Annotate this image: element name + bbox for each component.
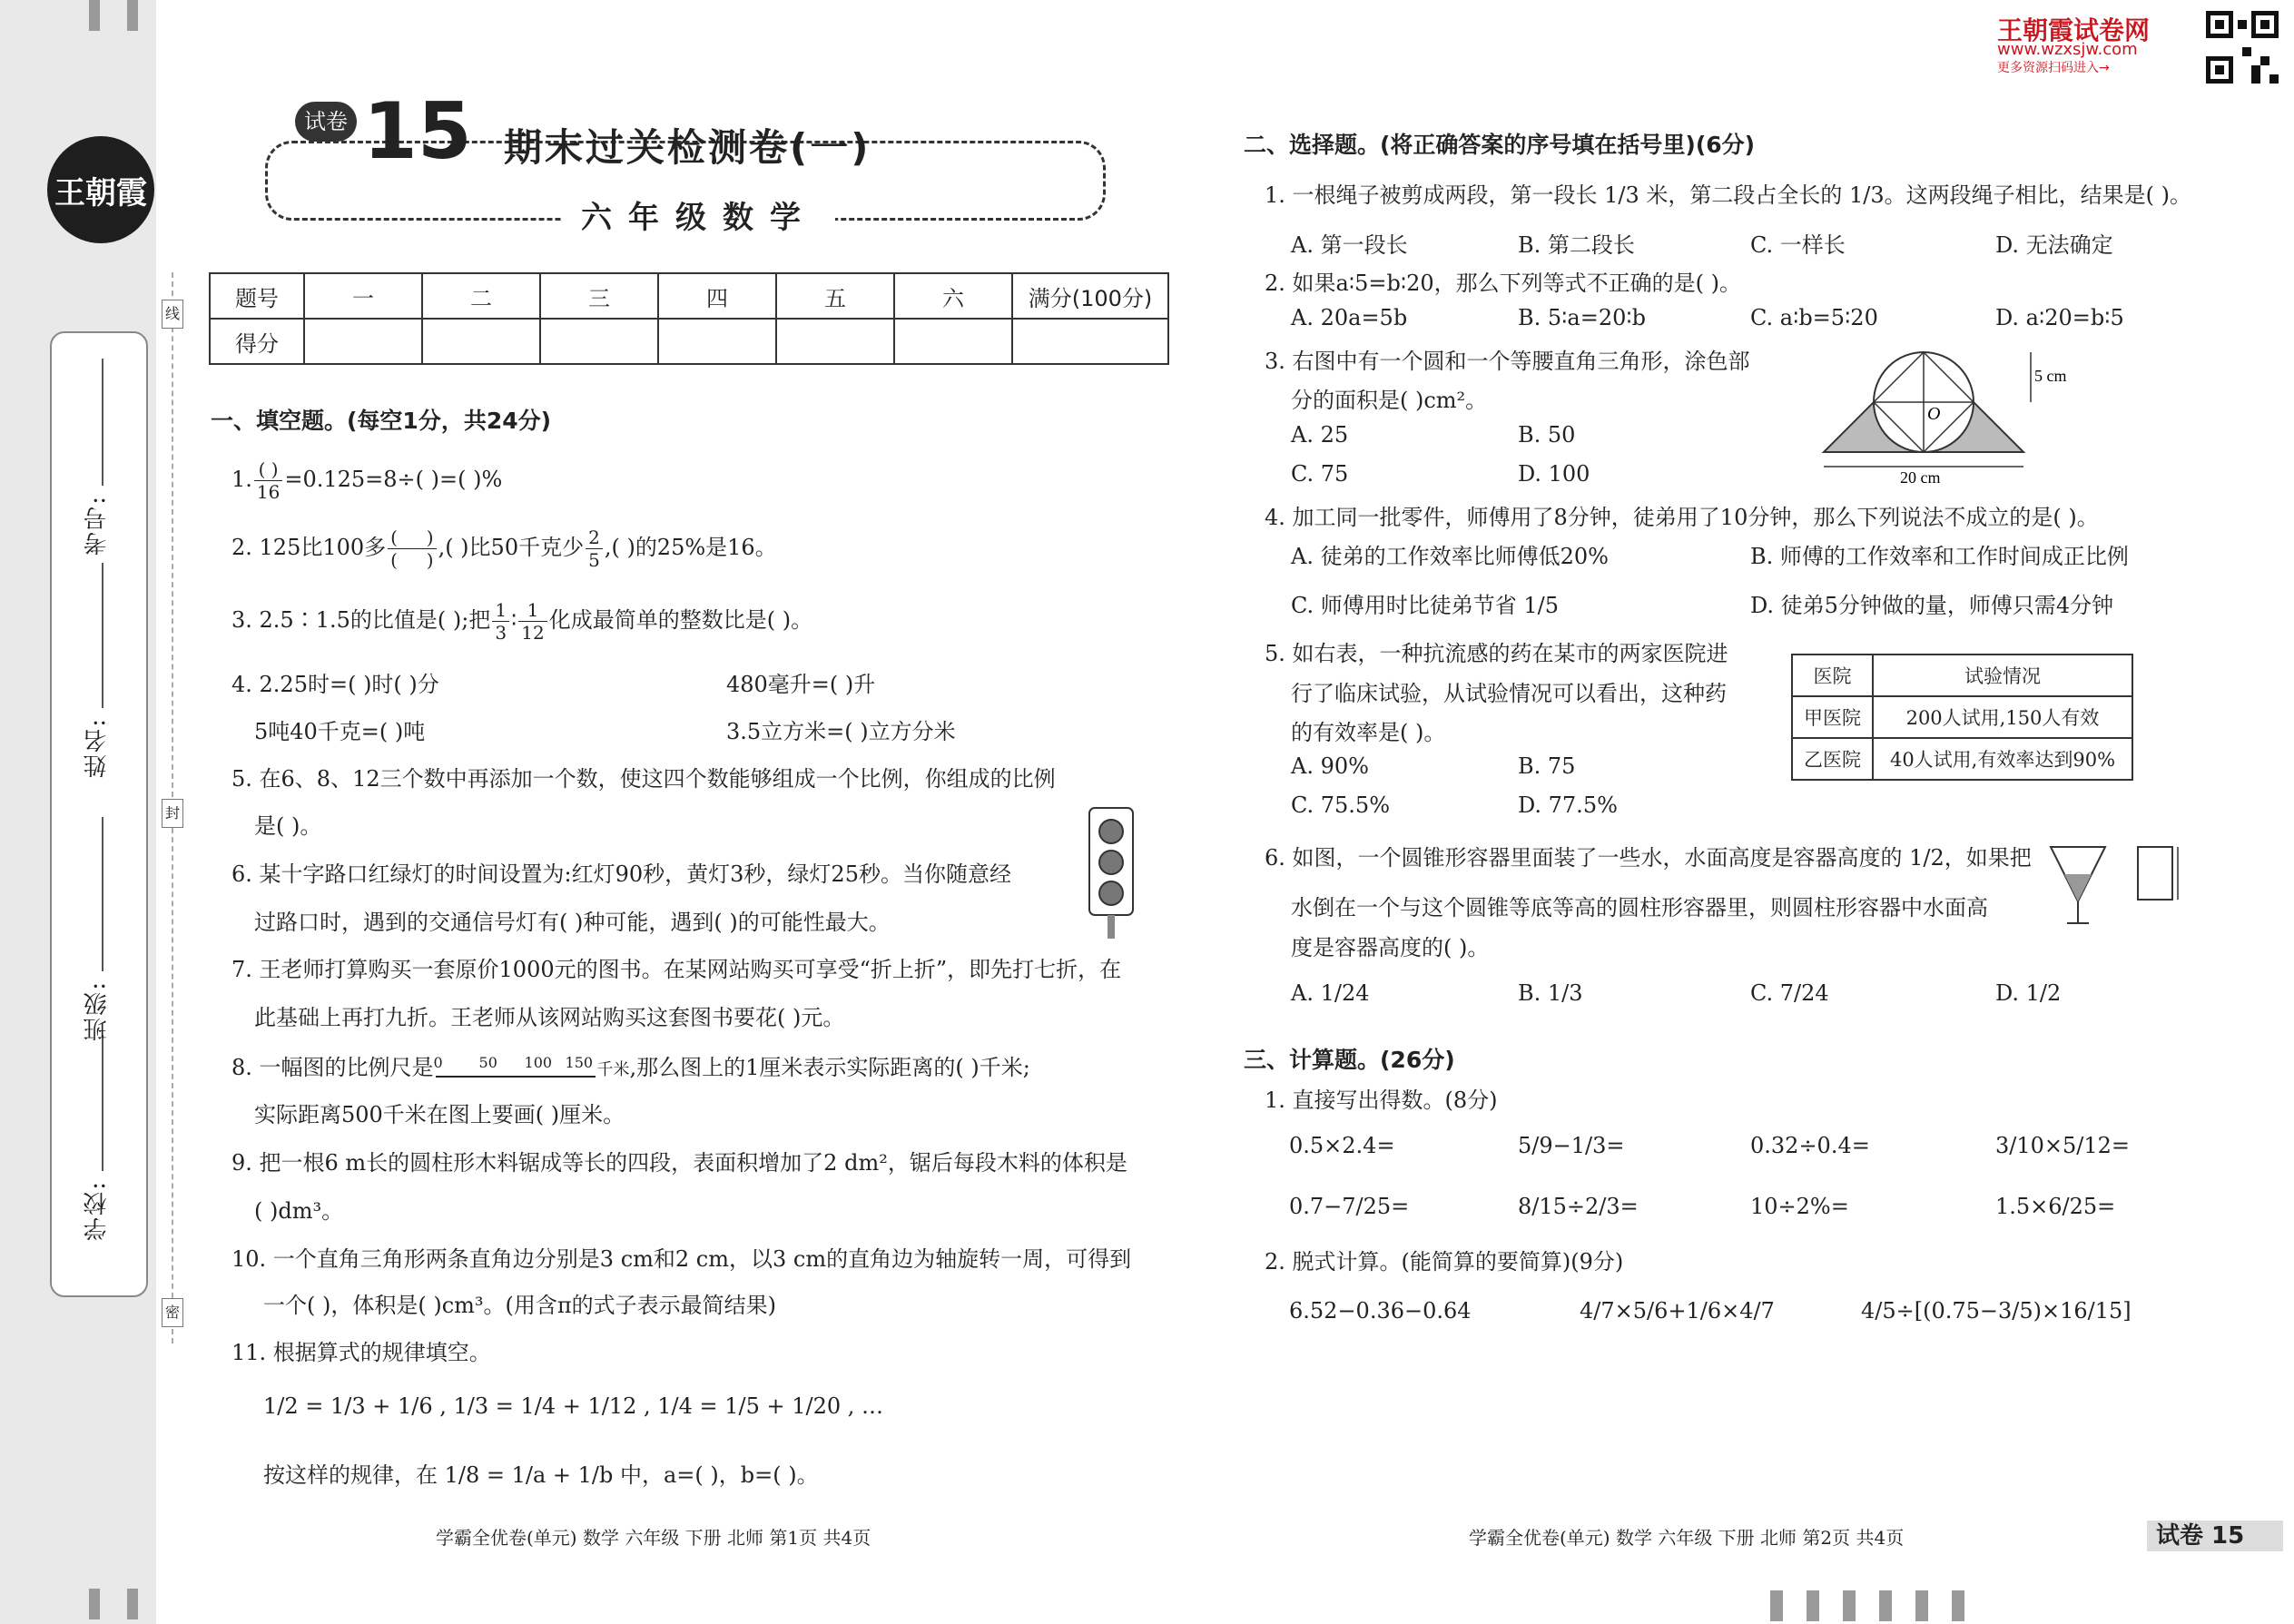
- table-row: [1792, 696, 2132, 738]
- center-label: O: [1927, 404, 1941, 424]
- frac-num: ( ): [388, 527, 436, 549]
- table-cell: 医院: [1792, 655, 1873, 696]
- question-4-d: 3.5立方米=( )立方分米: [726, 719, 956, 744]
- choice-4-opt-b[interactable]: B. 师傅的工作效率和工作时间成正比例: [1750, 544, 2129, 569]
- question-1: [231, 458, 502, 503]
- choice-4-opt-d[interactable]: D. 徒弟5分钟做的量，师傅只需4分钟: [1750, 593, 2114, 618]
- logo-text: 王朝霞: [54, 174, 147, 212]
- question-5-line1: 5. 在6、8、12三个数中再添加一个数，使这四个数能够组成一个比例，你组成的比例: [231, 766, 1056, 792]
- question-7-line2: 此基础上再打九折。王老师从该网站购买这套图书要花( )元。: [254, 1005, 845, 1030]
- choice-3-opt-d[interactable]: D. 100: [1518, 461, 1590, 487]
- question-11: 11. 根据算式的规律填空。: [231, 1340, 491, 1365]
- calc-2-item: 4/5÷[(0.75−3/5)×16/15]: [1861, 1298, 2132, 1324]
- tick-mark: [1952, 1590, 1964, 1621]
- school-line[interactable]: [102, 1035, 103, 1171]
- tick-mark: [127, 1589, 138, 1619]
- table-cell: 甲医院: [1792, 696, 1873, 738]
- tick-mark: [1843, 1590, 1856, 1621]
- choice-2: 2. 如果a∶5=b∶20，那么下列等式不正确的是( )。: [1265, 271, 1741, 296]
- brand-more: 更多资源扫码进入→: [1997, 61, 2110, 75]
- table-row: [1792, 738, 2132, 780]
- q8-text-b: ,那么图上的1厘米表示实际距离的( )千米;: [629, 1055, 1030, 1080]
- question-5-line2: 是( )。: [254, 813, 322, 839]
- choice-1-opt-d[interactable]: D. 无法确定: [1995, 232, 2113, 258]
- tick-mark: [127, 0, 138, 31]
- brand-url[interactable]: www.wzxsjw.com: [1997, 40, 2138, 59]
- frac-num: 1: [492, 599, 509, 622]
- calc-item: 5/9−1/3=: [1518, 1133, 1625, 1158]
- score-table: [209, 272, 1169, 365]
- score-input[interactable]: [658, 319, 776, 364]
- traffic-light-icon: [1088, 806, 1135, 940]
- tick-mark: [1770, 1590, 1783, 1621]
- question-6-line1: 6. 某十字路口红绿灯的时间设置为:红灯90秒，黄灯3秒，绿灯25秒。当你随意经: [231, 861, 1011, 887]
- choice-5-line1: 5. 如右表，一种抗流感的药在某市的两家医院进: [1265, 641, 1728, 666]
- choice-6-opt-c[interactable]: C. 7/24: [1750, 980, 1829, 1006]
- question-9-line2: ( )dm³。: [254, 1198, 344, 1224]
- tick-mark: [1879, 1590, 1892, 1621]
- score-input[interactable]: [422, 319, 540, 364]
- table-row: [1792, 655, 2132, 696]
- question-2: [231, 527, 777, 571]
- choice-5-opt-b[interactable]: B. 75: [1518, 753, 1576, 779]
- choice-2-opt-c[interactable]: C. a∶b=5∶20: [1750, 305, 1878, 330]
- table-cell: 乙医院: [1792, 738, 1873, 780]
- calc-item: 3/10×5/12=: [1995, 1133, 2131, 1158]
- choice-5-line3: 的有效率是( )。: [1291, 720, 1446, 745]
- choice-3-opt-c[interactable]: C. 75: [1291, 461, 1349, 487]
- q2-text-b: ,( )比50千克少: [438, 535, 585, 560]
- q2-blank-fraction: [388, 527, 436, 571]
- paper-badge: 试卷: [295, 102, 357, 142]
- choice-1: 1. 一根绳子被剪成两段，第一段长 1/3 米，第二段占全长的 1/3。这两段绳子相比，结果是( )。: [1265, 182, 2192, 208]
- class-label: 班级:: [84, 980, 111, 1041]
- tick-mark: [1915, 1590, 1928, 1621]
- frac-den: 5: [588, 549, 600, 571]
- choice-3-opt-a[interactable]: A. 25: [1291, 422, 1349, 448]
- school-label: 学校:: [84, 1180, 111, 1241]
- frac-num: 1: [518, 599, 546, 622]
- tick-mark: [89, 1589, 100, 1619]
- q8-text-a: 8. 一幅图的比例尺是: [231, 1055, 434, 1080]
- exam-no-line[interactable]: [102, 359, 103, 486]
- choice-6-opt-b[interactable]: B. 1/3: [1518, 980, 1583, 1006]
- question-4-b: 480毫升=( )升: [726, 672, 876, 697]
- calc-2-item: 4/7×5/6+1/6×4/7: [1580, 1298, 1775, 1324]
- class-line[interactable]: [102, 817, 103, 971]
- score-cell: 三: [540, 273, 658, 319]
- q2-text-a: 2. 125比100多: [231, 535, 387, 560]
- choice-5-line2: 行了临床试验，从试验情况可以看出，这种药: [1291, 681, 1727, 706]
- seal-char-feng: 封: [162, 799, 183, 828]
- score-cell: 二: [422, 273, 540, 319]
- choice-2-opt-d[interactable]: D. a∶20=b∶5: [1995, 305, 2124, 330]
- score-cell: 五: [776, 273, 894, 319]
- scale-tick: 50: [478, 1053, 497, 1071]
- calc-item: 0.32÷0.4=: [1750, 1133, 1870, 1158]
- choice-2-opt-b[interactable]: B. 5∶a=20∶b: [1518, 305, 1646, 330]
- student-info-box: [50, 331, 148, 1297]
- brand-logo: [47, 136, 154, 243]
- choice-6-line2: 水倒在一个与这个圆锥等底等高的圆柱形容器里，则圆柱形容器中水面高: [1291, 895, 1988, 920]
- scale-tick: 150: [565, 1053, 594, 1071]
- frac-den: 12: [521, 622, 545, 644]
- choice-1-opt-c[interactable]: C. 一样长: [1750, 232, 1846, 258]
- table-cell: 40人试用,有效率达到90%: [1873, 738, 2132, 780]
- question-11-pattern: 1/2 = 1/3 + 1/6 , 1/3 = 1/4 + 1/12 , 1/4 = 1/5 + 1/20 , …: [263, 1393, 884, 1419]
- choice-6-opt-d[interactable]: D. 1/2: [1995, 980, 2062, 1006]
- q1-fraction: [254, 458, 282, 503]
- score-input[interactable]: [304, 319, 422, 364]
- choice-5-opt-d[interactable]: D. 77.5%: [1518, 792, 1618, 818]
- choice-3-line1: 3. 右图中有一个圆和一个等腰直角三角形，涂色部: [1265, 349, 1750, 374]
- frac-den: 3: [495, 622, 507, 644]
- scale-tick: 0: [433, 1053, 443, 1071]
- question-8-line2: 实际距离500千米在图上要画( )厘米。: [254, 1102, 625, 1127]
- question-4-c: 5吨40千克=( )吨: [254, 719, 426, 744]
- choice-2-opt-a[interactable]: A. 20a=5b: [1291, 305, 1408, 330]
- question-4-a: 4. 2.25时=( )时( )分: [231, 672, 439, 697]
- score-cell: 满分(100分): [1012, 273, 1168, 319]
- table-cell: 200人试用,150人有效: [1873, 696, 2132, 738]
- scale-tick: 100: [524, 1053, 553, 1071]
- score-row: [210, 319, 1168, 364]
- q3-fraction-1: [492, 599, 509, 644]
- cone-cylinder-figure: [2047, 840, 2192, 930]
- q3-text-a: 3. 2.5∶1.5的比值是( );把: [231, 607, 491, 633]
- q1-text: =0.125=8÷( )=( )%: [284, 467, 503, 492]
- seal-char-mi: 密: [162, 1298, 183, 1327]
- choice-6-line1: 6. 如图，一个圆锥形容器里面装了一些水，水面高度是容器高度的 1/2，如果把: [1265, 845, 2032, 871]
- choice-6-opt-a[interactable]: A. 1/24: [1291, 980, 1370, 1006]
- choice-4: 4. 加工同一批零件，师傅用了8分钟，徒弟用了10分钟，那么下列说法不成立的是( )。: [1265, 505, 2099, 530]
- choice-5-opt-a[interactable]: A. 90%: [1291, 753, 1369, 779]
- score-input[interactable]: [540, 319, 658, 364]
- calc-2-item: 6.52−0.36−0.64: [1289, 1298, 1472, 1324]
- score-cell: 四: [658, 273, 776, 319]
- question-11-answer: 按这样的规律，在 1/8 = 1/a + 1/b 中，a=( )，b=( )。: [263, 1462, 819, 1488]
- q3-text-b: 化成最简单的整数比是( )。: [548, 607, 813, 633]
- calc-item: 1.5×6/25=: [1995, 1194, 2116, 1219]
- brand-name[interactable]: 王朝霞试卷网: [1997, 15, 2151, 45]
- choice-4-opt-a[interactable]: A. 徒弟的工作效率比师傅低20%: [1291, 544, 1609, 569]
- base-label: 20 cm: [1900, 468, 1941, 487]
- calc-1: 1. 直接写出得数。(8分): [1265, 1088, 1498, 1113]
- score-cell: 一: [304, 273, 422, 319]
- section-calc: 三、计算题。(26分): [1244, 1047, 1455, 1073]
- section-fill-blank: 一、填空题。(每空1分，共24分): [211, 408, 552, 434]
- exam-no-label: 考号:: [84, 495, 111, 556]
- frac-den: 16: [256, 481, 281, 503]
- calc-2: 2. 脱式计算。(能简算的要简算)(9分): [1265, 1249, 1624, 1275]
- score-input[interactable]: [776, 319, 894, 364]
- score-cell: 题号: [210, 273, 304, 319]
- score-input[interactable]: [1012, 319, 1168, 364]
- question-10-line1: 10. 一个直角三角形两条直角边分别是3 cm和2 cm，以3 cm的直角边为轴旋转一周，可得到: [231, 1246, 1132, 1272]
- tick-mark: [89, 0, 100, 31]
- choice-1-opt-b[interactable]: B. 第二段长: [1518, 232, 1635, 258]
- name-label: 姓名:: [84, 717, 111, 778]
- calc-item: 8/15÷2/3=: [1518, 1194, 1639, 1219]
- choice-4-opt-c[interactable]: C. 师傅用时比徒弟节省 1/5: [1291, 593, 1560, 618]
- radius-label: 5 cm: [2034, 367, 2067, 385]
- paper-title: 期末过关检测卷(一): [504, 125, 871, 170]
- question-8-line1: [231, 1049, 1030, 1081]
- footer-right: 学霸全优卷(单元) 数学 六年级 下册 北师 第2页 共4页: [1469, 1527, 1905, 1549]
- score-input[interactable]: [894, 319, 1012, 364]
- scale-bar: [433, 1053, 597, 1081]
- calc-item: 10÷2%=: [1750, 1194, 1849, 1219]
- question-9-line1: 9. 把一根6 m长的圆柱形木料锯成等长的四段，表面积增加了2 dm²，锯后每段木料的体积是: [231, 1150, 1127, 1176]
- q2-fraction: [586, 527, 603, 571]
- q3-fraction-2: [518, 599, 546, 644]
- section-choice: 二、选择题。(将正确答案的序号填在括号里)(6分): [1244, 132, 1756, 158]
- score-header-row: [210, 273, 1168, 319]
- choice-3-line2: 分的面积是( )cm²。: [1291, 388, 1488, 413]
- choice-5-opt-c[interactable]: C. 75.5%: [1291, 792, 1391, 818]
- frac-den: ( ): [390, 549, 434, 571]
- choice-1-opt-a[interactable]: A. 第一段长: [1291, 232, 1408, 258]
- paper-subtitle: 六年级数学: [563, 192, 835, 237]
- question-10-line2: 一个( )，体积是( )cm³。(用含π的式子表示最简结果): [263, 1293, 777, 1318]
- seal-char-xian: 线: [162, 300, 183, 329]
- frac-num: 2: [586, 527, 603, 549]
- paper-number: 15: [363, 86, 472, 177]
- choice-6-line3: 度是容器高度的( )。: [1291, 935, 1490, 960]
- paper-tag: 试卷 15: [2147, 1521, 2283, 1551]
- score-cell: 六: [894, 273, 1012, 319]
- question-7-line1: 7. 王老师打算购买一套原价1000元的图书。在某网站购买可享受“折上折”，即先打七折，在: [231, 957, 1122, 982]
- scale-line: [436, 1076, 596, 1078]
- question-6-line2: 过路口时，遇到的交通信号灯有( )种可能，遇到( )的可能性最大。: [254, 910, 891, 935]
- tick-mark: [1807, 1590, 1819, 1621]
- scale-unit: 千米: [596, 1060, 630, 1079]
- calc-item: 0.5×2.4=: [1289, 1133, 1395, 1158]
- table-cell: 试验情况: [1873, 655, 2132, 696]
- frac-num: ( ): [254, 458, 282, 481]
- question-3: [231, 599, 812, 644]
- choice-3-opt-b[interactable]: B. 50: [1518, 422, 1576, 448]
- q1-num: 1.: [231, 467, 252, 492]
- circle-triangle-figure: [1820, 345, 2067, 487]
- footer-left: 学霸全优卷(单元) 数学 六年级 下册 北师 第1页 共4页: [436, 1527, 871, 1549]
- hospital-table: [1791, 654, 2133, 781]
- calc-item: 0.7−7/25=: [1289, 1194, 1410, 1219]
- qr-code-icon[interactable]: [2206, 11, 2279, 84]
- q2-text-c: ,( )的25%是16。: [604, 535, 777, 560]
- name-line[interactable]: [102, 563, 103, 708]
- q3-colon: ∶: [511, 607, 517, 633]
- score-label: 得分: [210, 319, 304, 364]
